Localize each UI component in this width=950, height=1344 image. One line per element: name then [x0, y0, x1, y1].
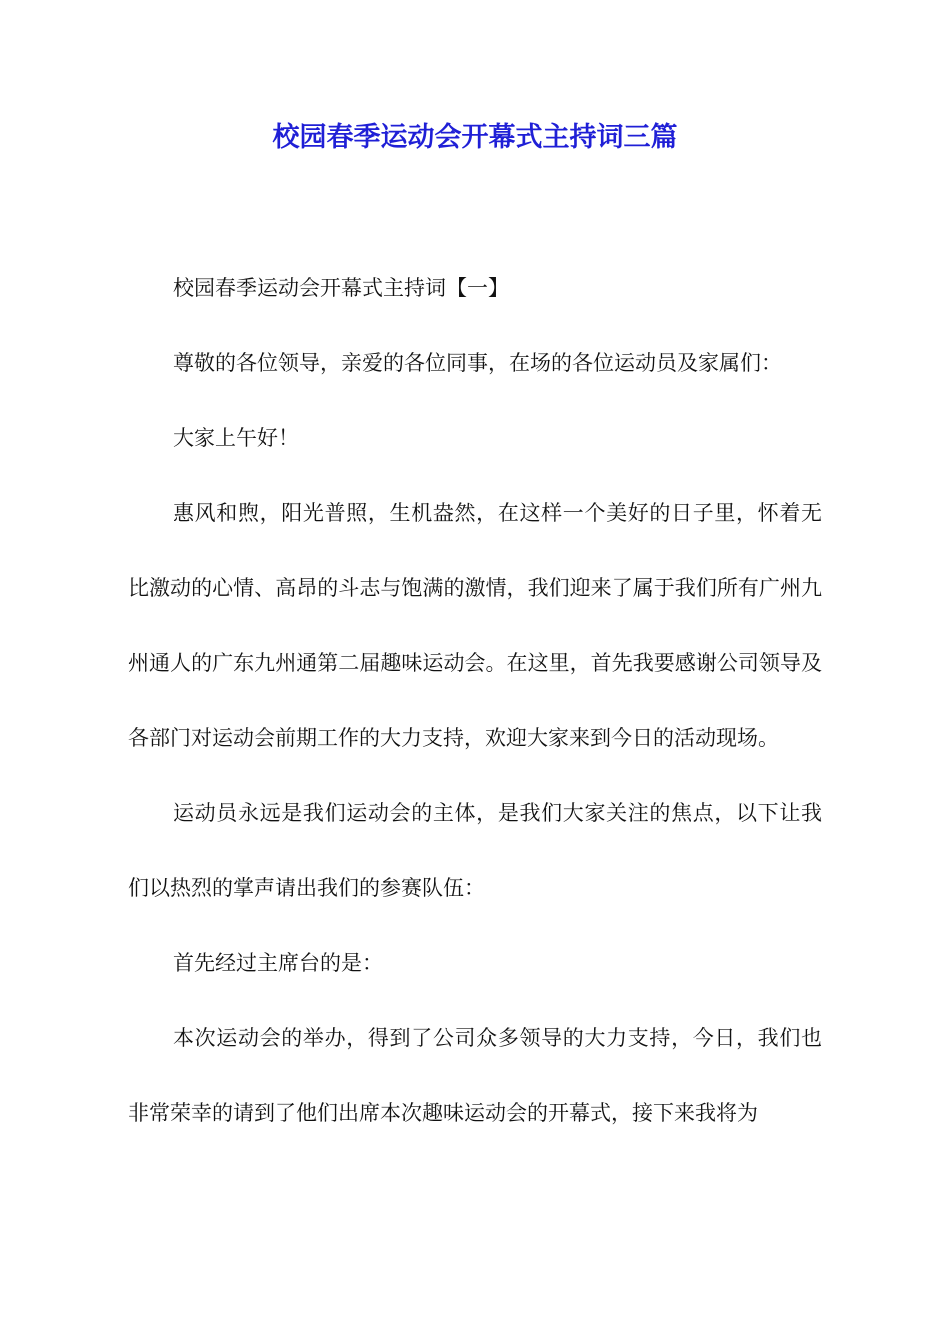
document-body	[128, 251, 822, 1151]
paragraph-athletes: 运动员永远是我们运动会的主体，是我们大家关注的焦点，以下让我们以热烈的掌声请出我们的参赛队伍：	[128, 801, 822, 900]
paragraph-greeting: 大家上午好！	[173, 426, 299, 450]
document-title: 校园春季运动会开幕式主持词三篇	[272, 122, 678, 153]
paragraph-opening: 惠风和煦，阳光普照，生机盎然，在这样一个美好的日子里，怀着无比激动的心情、高昂的斗志与饱满的激情，我们迎来了属于我们所有广州九州通人的广东九州通第二届趣味运动会。在这里，首先我要感谢公司领导及各部门对运动会前期工作的大力支持，欢迎大家来到今日的活动现场。	[128, 501, 822, 750]
paragraph-first-team: 首先经过主席台的是：	[173, 951, 383, 975]
paragraph-salutation: 尊敬的各位领导，亲爱的各位同事，在场的各位运动员及家属们：	[173, 351, 782, 375]
paragraph-leaders: 本次运动会的举办，得到了公司众多领导的大力支持，今日，我们也非常荣幸的请到了他们出席本次趣味运动会的开幕式，接下来我将为	[128, 1026, 822, 1125]
paragraph-section-heading: 校园春季运动会开幕式主持词【一】	[173, 276, 509, 300]
